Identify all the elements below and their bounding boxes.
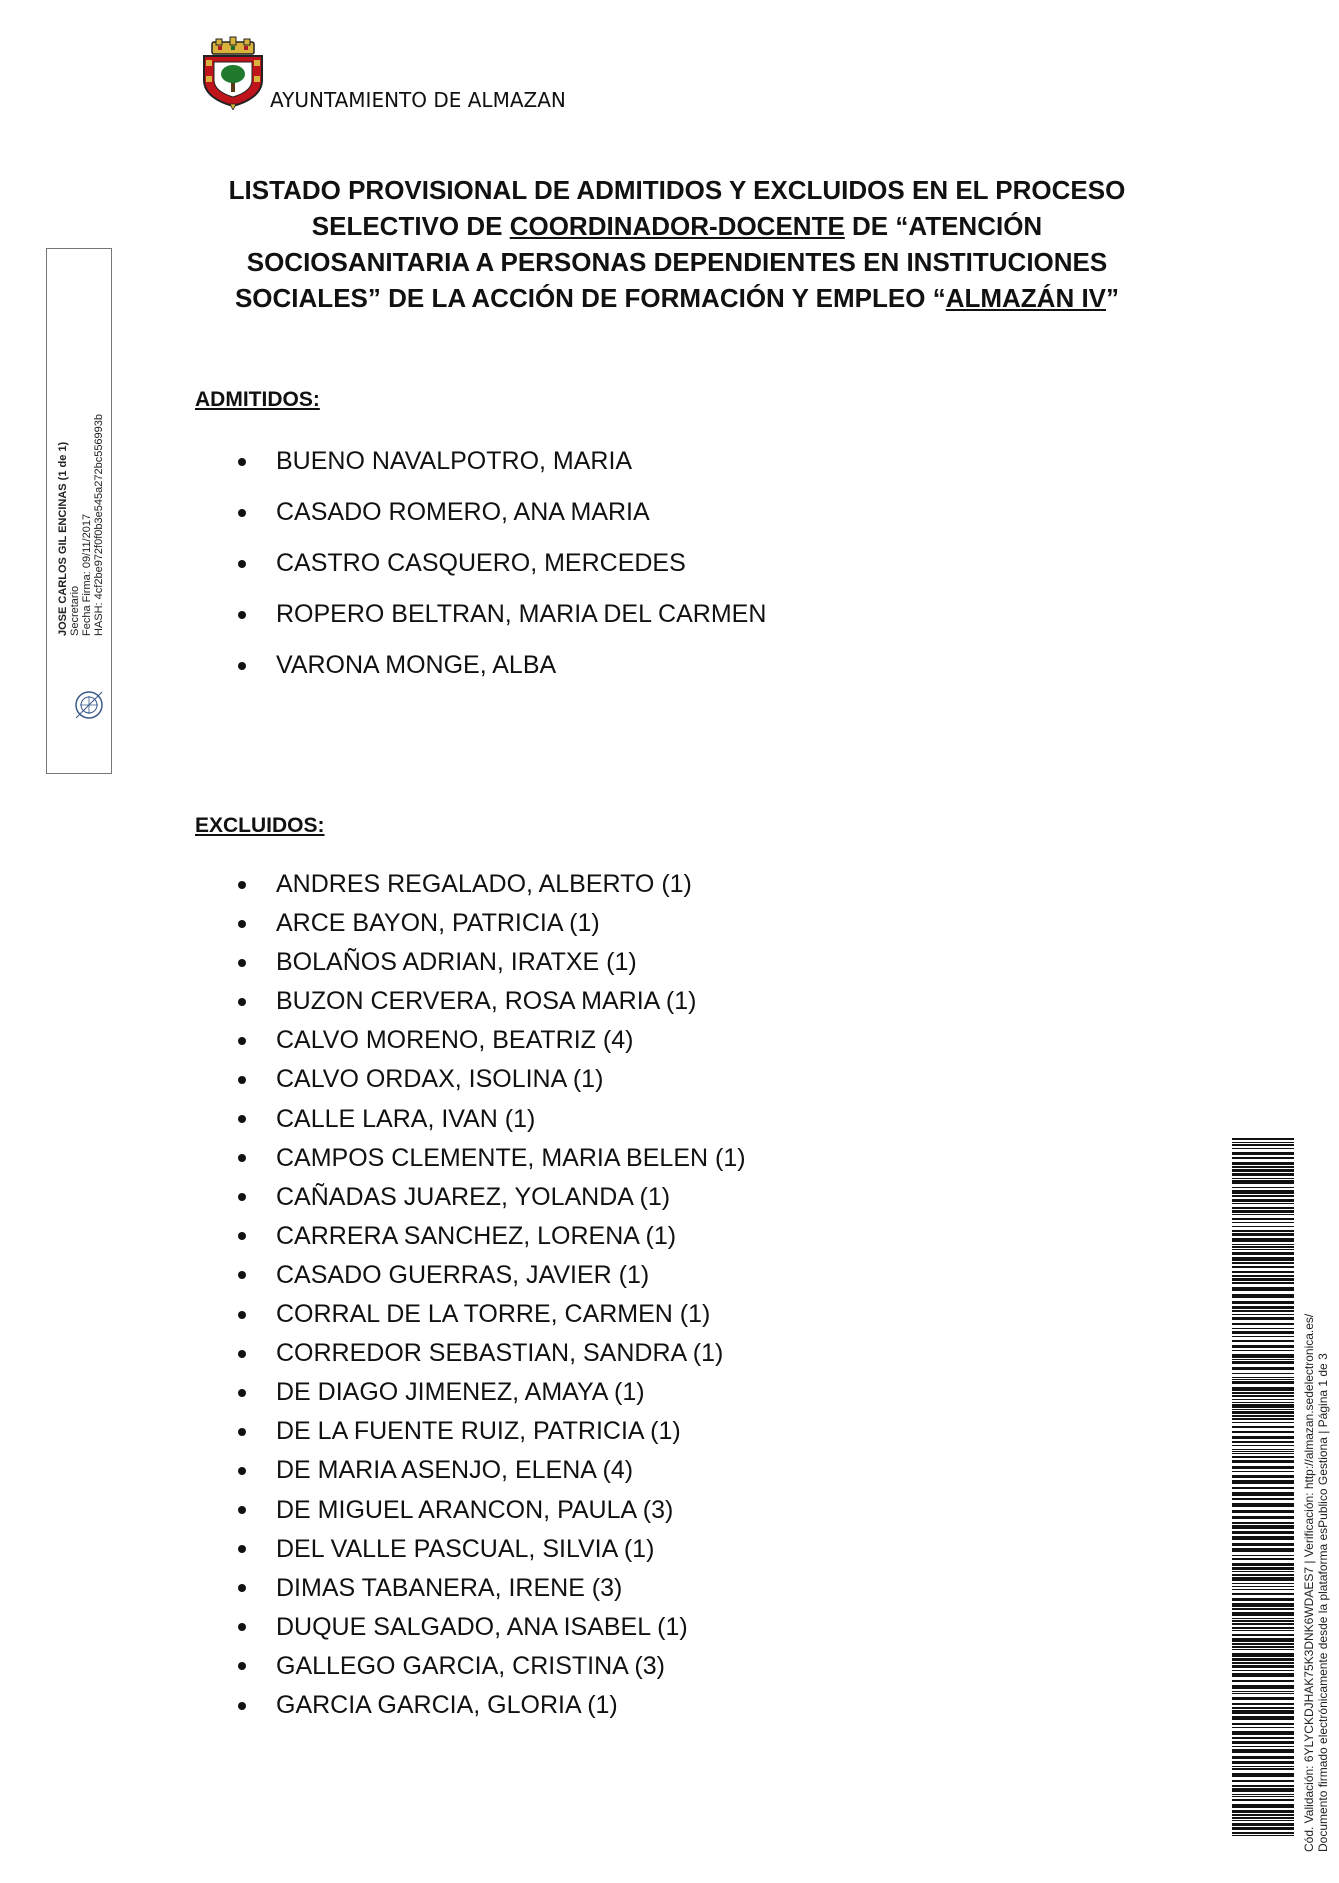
barcode-bar xyxy=(1232,1761,1294,1764)
title-line-4-post: ” xyxy=(1106,283,1120,313)
excluded-heading xyxy=(195,814,325,838)
barcode-bar xyxy=(1232,1555,1294,1556)
barcode-bar xyxy=(1232,1257,1294,1261)
barcode-bar xyxy=(1232,1817,1294,1819)
barcode-bar xyxy=(1232,1703,1294,1705)
list-item: CORREDOR SEBASTIAN, SANDRA (1) xyxy=(234,1334,746,1373)
excluded-list xyxy=(234,865,746,1725)
verification-line-1: Cód. Validación: 6YLYCKDJHAK75K3DNK6WDAES7 | Verificación: http://almazan.sedelectronica.es/ xyxy=(1302,1313,1316,1852)
barcode-bar xyxy=(1232,1456,1294,1458)
list-item: DEL VALLE PASCUAL, SILVIA (1) xyxy=(234,1530,746,1569)
barcode-bar xyxy=(1232,1627,1294,1629)
barcode-bar xyxy=(1232,1531,1294,1534)
barcode-bar xyxy=(1232,1262,1294,1264)
barcode-bar xyxy=(1232,1612,1294,1616)
title-line-2-post: DE “ATENCIÓN xyxy=(844,211,1043,241)
barcode-bar xyxy=(1232,1392,1294,1394)
barcode-bar xyxy=(1232,1218,1294,1220)
barcode-bar xyxy=(1232,1350,1294,1351)
barcode-bar xyxy=(1232,1773,1294,1777)
barcode-bar xyxy=(1232,1252,1294,1255)
list-item: ANDRES REGALADO, ALBERTO (1) xyxy=(234,865,746,904)
list-item: CASADO GUERRAS, JAVIER (1) xyxy=(234,1256,746,1295)
barcode-bar xyxy=(1232,1180,1294,1184)
barcode-bar xyxy=(1232,1138,1294,1140)
municipal-crest-logo xyxy=(196,36,270,110)
barcode-bar xyxy=(1232,1498,1294,1500)
signer-name: JOSE CARLOS GIL ENCINAS (1 de 1) xyxy=(57,441,69,636)
barcode-bar xyxy=(1232,1727,1294,1728)
barcode-bar xyxy=(1232,1598,1294,1601)
barcode-bar xyxy=(1232,1665,1294,1668)
barcode-bar xyxy=(1232,1275,1294,1277)
barcode-bar xyxy=(1232,1210,1294,1213)
barcode-bar xyxy=(1232,1543,1294,1546)
barcode-bar xyxy=(1232,1187,1294,1188)
barcode-bar xyxy=(1232,1799,1294,1801)
barcode-bar xyxy=(1232,1331,1294,1334)
barcode-bar xyxy=(1232,1785,1294,1787)
barcode-bar xyxy=(1232,1658,1294,1661)
barcode-bar xyxy=(1232,1563,1294,1566)
barcode-bar xyxy=(1232,1548,1294,1552)
barcode-bar xyxy=(1232,1487,1294,1489)
list-item: CALVO MORENO, BEATRIZ (4) xyxy=(234,1021,746,1060)
list-item: GALLEGO GARCIA, CRISTINA (3) xyxy=(234,1647,746,1686)
barcode-bar xyxy=(1232,1796,1294,1797)
barcode-bar xyxy=(1232,1810,1294,1813)
barcode-bar xyxy=(1232,1404,1294,1408)
signer-role: Secretario xyxy=(69,585,81,636)
barcode-bar xyxy=(1232,1737,1294,1739)
barcode-bar xyxy=(1232,1608,1294,1610)
barcode-bar xyxy=(1232,1525,1294,1529)
signature-date: Fecha Firma: 09/11/2017 xyxy=(81,513,93,636)
barcode-bar xyxy=(1232,1214,1294,1215)
barcode-bar xyxy=(1232,1278,1294,1281)
barcode-bar xyxy=(1232,1638,1294,1642)
organization-name: AYUNTAMIENTO DE ALMAZAN xyxy=(270,88,566,112)
barcode-bar xyxy=(1232,1402,1294,1403)
barcode-bar xyxy=(1232,1620,1294,1622)
barcode-bar xyxy=(1232,1340,1294,1342)
barcode-bar xyxy=(1232,1731,1294,1735)
barcode-bar xyxy=(1232,1441,1294,1443)
barcode-bar xyxy=(1232,1643,1294,1645)
barcode-bar xyxy=(1232,1287,1294,1291)
barcode-bar xyxy=(1232,1814,1294,1816)
barcode-bar xyxy=(1232,1415,1294,1417)
title-line-1: LISTADO PROVISIONAL DE ADMITIDOS Y EXCLUIDOS EN EL PROCESO xyxy=(228,175,1126,205)
excluded-heading-colon: : xyxy=(317,814,325,837)
barcode-bar xyxy=(1232,1306,1294,1309)
barcode-bar xyxy=(1232,1301,1294,1304)
title-line-4 xyxy=(186,280,1168,316)
barcode-bar xyxy=(1232,1567,1294,1570)
barcode-bar xyxy=(1232,1697,1294,1700)
list-item: CALVO ORDAX, ISOLINA (1) xyxy=(234,1060,746,1099)
barcode-bar xyxy=(1232,1510,1294,1513)
admitted-heading: ADMITIDOS: xyxy=(195,388,320,411)
barcode-bar xyxy=(1232,1426,1294,1428)
barcode-bar xyxy=(1232,1766,1294,1767)
barcode-bar xyxy=(1232,1451,1294,1452)
validation-barcode xyxy=(1232,1138,1294,1844)
barcode-bar xyxy=(1232,1249,1294,1250)
barcode-bar xyxy=(1232,1466,1294,1469)
barcode-bar xyxy=(1232,1536,1294,1540)
barcode-bar xyxy=(1232,1328,1294,1329)
barcode-bar xyxy=(1232,1310,1294,1312)
barcode-bar xyxy=(1232,1794,1294,1795)
list-item: VARONA MONGE, ALBA xyxy=(234,640,766,691)
barcode-bar xyxy=(1232,1820,1294,1821)
barcode-bar xyxy=(1232,1522,1294,1524)
list-item: CASADO ROMERO, ANA MARIA xyxy=(234,487,766,538)
barcode-bar xyxy=(1232,1471,1294,1472)
barcode-bar xyxy=(1232,1203,1294,1204)
signature-text xyxy=(57,336,105,636)
barcode-bar xyxy=(1232,1222,1294,1223)
list-item: ARCE BAYON, PATRICIA (1) xyxy=(234,904,746,943)
barcode-bar xyxy=(1232,1618,1294,1619)
list-item: CAÑADAS JUAREZ, YOLANDA (1) xyxy=(234,1178,746,1217)
list-item: BOLAÑOS ADRIAN, IRATXE (1) xyxy=(234,943,746,982)
barcode-bar xyxy=(1232,1835,1294,1836)
barcode-bar xyxy=(1232,1282,1294,1284)
barcode-bar xyxy=(1232,1152,1294,1155)
barcode-bar xyxy=(1232,1244,1294,1245)
barcode-bar xyxy=(1232,1169,1294,1172)
barcode-bar xyxy=(1232,1823,1294,1826)
barcode-bar xyxy=(1232,1691,1294,1692)
list-item: DE DIAGO JIMENEZ, AMAYA (1) xyxy=(234,1373,746,1412)
barcode-bar xyxy=(1232,1788,1294,1792)
barcode-bar xyxy=(1232,1574,1294,1576)
barcode-bar xyxy=(1232,1449,1294,1450)
barcode-bar xyxy=(1232,1162,1294,1165)
barcode-bar xyxy=(1232,1190,1294,1194)
barcode-bar xyxy=(1232,1323,1294,1325)
title-line-3: SOCIOSANITARIA A PERSONAS DEPENDIENTES EN INSTITUCIONES xyxy=(246,247,1108,277)
barcode-bar xyxy=(1232,1516,1294,1519)
barcode-bar xyxy=(1232,1707,1294,1709)
signature-hash: HASH: 4cf2be972f0f0b3e545a272bc556993b xyxy=(93,413,105,636)
barcode-bar xyxy=(1232,1345,1294,1348)
barcode-bar xyxy=(1232,1749,1294,1753)
barcode-bar xyxy=(1232,1317,1294,1320)
barcode-bar xyxy=(1232,1409,1294,1410)
barcode-bar xyxy=(1232,1716,1294,1720)
barcode-bar xyxy=(1232,1460,1294,1463)
barcode-bar xyxy=(1232,1173,1294,1176)
barcode-bar xyxy=(1232,1603,1294,1607)
barcode-bar xyxy=(1232,1445,1294,1446)
barcode-bar xyxy=(1232,1230,1294,1232)
barcode-bar xyxy=(1232,1746,1294,1747)
barcode-bar xyxy=(1232,1418,1294,1420)
barcode-bar xyxy=(1232,1680,1294,1682)
list-item: DUQUE SALGADO, ANA ISABEL (1) xyxy=(234,1608,746,1647)
barcode-bar xyxy=(1232,1266,1294,1268)
barcode-bar xyxy=(1232,1723,1294,1725)
barcode-bar xyxy=(1232,1373,1294,1374)
list-item: DE MARIA ASENJO, ELENA (4) xyxy=(234,1451,746,1490)
barcode-bar xyxy=(1232,1399,1294,1400)
barcode-bar xyxy=(1232,1148,1294,1149)
document-title xyxy=(186,172,1168,316)
list-item: ROPERO BELTRAN, MARIA DEL CARMEN xyxy=(234,589,766,640)
barcode-bar xyxy=(1232,1630,1294,1631)
barcode-bar xyxy=(1232,1710,1294,1714)
barcode-bar xyxy=(1232,1226,1294,1227)
barcode-bar xyxy=(1232,1271,1294,1273)
barcode-bar xyxy=(1232,1395,1294,1397)
barcode-bar xyxy=(1232,1144,1294,1146)
barcode-bar xyxy=(1232,1589,1294,1590)
barcode-bar xyxy=(1232,1693,1294,1694)
barcode-bar xyxy=(1232,1583,1294,1584)
barcode-bar xyxy=(1232,1623,1294,1625)
barcode-bar xyxy=(1232,1436,1294,1439)
title-line-2-pre: SELECTIVO DE xyxy=(311,211,510,241)
barcode-bar xyxy=(1232,1431,1294,1433)
title-line-2 xyxy=(186,208,1168,244)
barcode-bar xyxy=(1232,1685,1294,1689)
barcode-bar xyxy=(1232,1199,1294,1202)
barcode-bar xyxy=(1232,1411,1294,1414)
barcode-bar xyxy=(1232,1238,1294,1242)
barcode-bar xyxy=(1232,1492,1294,1496)
verification-text xyxy=(1302,1112,1330,1852)
barcode-bar xyxy=(1232,1653,1294,1657)
barcode-bar xyxy=(1232,1422,1294,1423)
barcode-bar xyxy=(1232,1804,1294,1808)
barcode-bar xyxy=(1232,1142,1294,1143)
barcode-bar xyxy=(1232,1503,1294,1507)
title-line-4-pre: SOCIALES” DE LA ACCIÓN DE FORMACIÓN Y EMPLEO “ xyxy=(234,283,946,313)
list-item: GARCIA GARCIA, GLORIA (1) xyxy=(234,1686,746,1725)
barcode-bar xyxy=(1232,1314,1294,1315)
barcode-bar xyxy=(1232,1577,1294,1581)
barcode-bar xyxy=(1232,1670,1294,1671)
barcode-bar xyxy=(1232,1294,1294,1298)
barcode-bar xyxy=(1232,1827,1294,1830)
barcode-bar xyxy=(1232,1178,1294,1179)
barcode-bar xyxy=(1232,1646,1294,1648)
verification-line-2: Documento firmado electrónicamente desde la plataforma esPublico Gestiona | Página 1 de 3 xyxy=(1316,1353,1330,1852)
barcode-bar xyxy=(1232,1649,1294,1650)
barcode-bar xyxy=(1232,1480,1294,1484)
list-item: CORRAL DE LA TORRE, CARMEN (1) xyxy=(234,1295,746,1334)
barcode-bar xyxy=(1232,1586,1294,1587)
list-item: CASTRO CASQUERO, MERCEDES xyxy=(234,538,766,589)
barcode-bar xyxy=(1232,1593,1294,1595)
barcode-bar xyxy=(1232,1379,1294,1380)
title-program-name: ALMAZÁN IV xyxy=(945,283,1107,313)
list-item: BUZON CERVERA, ROSA MARIA (1) xyxy=(234,982,746,1021)
barcode-bar xyxy=(1232,1673,1294,1677)
barcode-bar xyxy=(1232,1662,1294,1664)
barcode-bar xyxy=(1232,1195,1294,1197)
barcode-bar xyxy=(1232,1166,1294,1168)
barcode-bar xyxy=(1232,1377,1294,1378)
barcode-bar xyxy=(1232,1207,1294,1209)
list-item: CAMPOS CLEMENTE, MARIA BELEN (1) xyxy=(234,1139,746,1178)
barcode-bar xyxy=(1232,1741,1294,1744)
list-item: BUENO NAVALPOTRO, MARIA xyxy=(234,436,766,487)
barcode-bar xyxy=(1232,1233,1294,1236)
barcode-bar xyxy=(1232,1157,1294,1159)
barcode-bar xyxy=(1232,1453,1294,1454)
barcode-bar xyxy=(1232,1571,1294,1572)
digital-seal-icon xyxy=(72,688,106,722)
barcode-bar xyxy=(1232,1361,1294,1364)
barcode-bar xyxy=(1232,1756,1294,1759)
admitted-list xyxy=(234,436,766,691)
barcode-bar xyxy=(1232,1246,1294,1248)
barcode-bar xyxy=(1232,1336,1294,1337)
excluded-heading-label: EXCLUIDOS xyxy=(195,814,318,837)
barcode-bar xyxy=(1232,1381,1294,1384)
list-item: CARRERA SANCHEZ, LORENA (1) xyxy=(234,1217,746,1256)
list-item: DE LA FUENTE RUIZ, PATRICIA (1) xyxy=(234,1412,746,1451)
title-position-name: COORDINADOR-DOCENTE xyxy=(509,211,845,241)
barcode-bar xyxy=(1232,1558,1294,1560)
barcode-bar xyxy=(1232,1354,1294,1358)
barcode-bar xyxy=(1232,1387,1294,1391)
list-item: CALLE LARA, IVAN (1) xyxy=(234,1100,746,1139)
list-item: DE MIGUEL ARANCON, PAULA (3) xyxy=(234,1491,746,1530)
list-item: DIMAS TABANERA, IRENE (3) xyxy=(234,1569,746,1608)
barcode-bar xyxy=(1232,1359,1294,1360)
barcode-bar xyxy=(1232,1768,1294,1770)
barcode-bar xyxy=(1232,1367,1294,1370)
barcode-bar xyxy=(1232,1475,1294,1478)
barcode-bar xyxy=(1232,1634,1294,1636)
barcode-bar xyxy=(1232,1780,1294,1782)
barcode-bar xyxy=(1232,1832,1294,1834)
